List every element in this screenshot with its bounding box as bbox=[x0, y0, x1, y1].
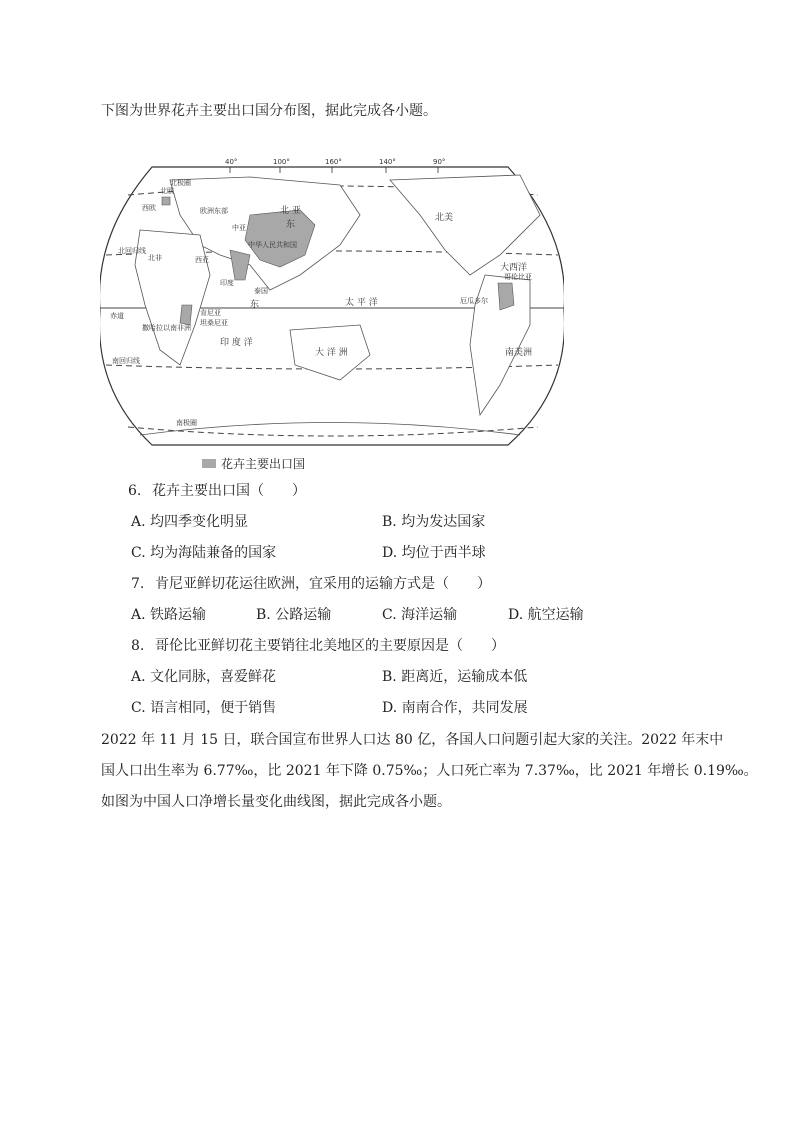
lon-label-90: 90° bbox=[433, 158, 446, 166]
central-asia-label: 中亚 bbox=[232, 224, 246, 232]
passage-line-2: 国人口出生率为 6.77‰，比 2021 年下降 0.75‰；人口死亡率为 7.37‰，比 2021 年增长 0.19‰。 bbox=[101, 763, 758, 779]
question-number: 7. bbox=[131, 576, 145, 592]
world-flower-export-map bbox=[100, 155, 564, 475]
q8-option-c[interactable]: C. 语言相同，便于销售 bbox=[131, 700, 277, 716]
north-america-label: 北美 bbox=[435, 213, 454, 223]
passage-line-1: 2022 年 11 月 15 日，联合国宣布世界人口达 80 亿，各国人口问题引起大家的关注。2022 年末中 bbox=[101, 732, 724, 748]
question-8 bbox=[131, 635, 505, 655]
kenya-label: 肯尼亚 bbox=[200, 309, 221, 317]
tropic-s-label: 南回归线 bbox=[112, 357, 140, 365]
map-svg bbox=[100, 155, 564, 475]
indian-ocean-label: 印 度 洋 bbox=[220, 338, 253, 348]
colombia-region bbox=[498, 283, 514, 310]
equator-label: 赤道 bbox=[110, 312, 124, 320]
q6-option-a[interactable]: A. 均四季变化明显 bbox=[131, 514, 249, 530]
q7-option-c[interactable]: C. 海洋运输 bbox=[382, 607, 458, 623]
question-number: 8. bbox=[131, 638, 145, 654]
arctic-label: 北极圈 bbox=[170, 179, 191, 187]
colombia-label: 哥伦比亚 bbox=[504, 273, 532, 281]
netherlands-region bbox=[162, 197, 170, 205]
map-legend bbox=[202, 455, 305, 472]
passage-line-3: 如图为中国人口净增长量变化曲线图，据此完成各小题。 bbox=[101, 794, 451, 810]
q8-option-b[interactable]: B. 距离近，运输成本低 bbox=[382, 669, 528, 685]
q8-option-a[interactable]: A. 文化同脉，喜爱鲜花 bbox=[131, 669, 277, 685]
north-asia-label: 北 亚 bbox=[280, 206, 301, 216]
india-label: 印度 bbox=[220, 279, 234, 287]
legend-swatch bbox=[202, 459, 216, 468]
q7-option-d[interactable]: D. 航空运输 bbox=[508, 607, 584, 623]
intro-text: 下图为世界花卉主要出口国分布图，据此完成各小题。 bbox=[101, 103, 437, 119]
kenya-region bbox=[180, 305, 192, 325]
china-label: 中华人民共和国 bbox=[248, 241, 297, 249]
thailand-label: 泰国 bbox=[254, 287, 268, 295]
lon-label-160: 160° bbox=[325, 158, 342, 166]
west-asia-label: 西亚 bbox=[195, 256, 209, 264]
southeast-label: 东 bbox=[250, 300, 260, 310]
north-africa-label: 北非 bbox=[148, 254, 162, 262]
north-europe-label: 北欧 bbox=[160, 187, 174, 195]
east-europe-label: 欧洲东部 bbox=[200, 207, 228, 215]
oceania-label: 大 洋 洲 bbox=[315, 348, 348, 358]
east-asia-label: 东 bbox=[286, 220, 296, 230]
tanzania-label: 坦桑尼亚 bbox=[200, 319, 228, 327]
q6-option-c[interactable]: C. 均为海陆兼备的国家 bbox=[131, 545, 277, 561]
question-7 bbox=[131, 573, 491, 593]
sahara-label: 撒哈拉以南非洲 bbox=[142, 324, 191, 332]
antarctic-label: 南极圈 bbox=[176, 419, 197, 427]
question-stem: 花卉主要出口国（ ） bbox=[152, 483, 306, 499]
lon-label-100: 100° bbox=[273, 158, 290, 166]
legend-label: 花卉主要出口国 bbox=[221, 457, 306, 471]
south-america-label: 南美洲 bbox=[505, 348, 533, 358]
q6-option-d[interactable]: D. 均位于西半球 bbox=[382, 545, 486, 561]
pacific-label: 太 平 洋 bbox=[345, 298, 378, 308]
tropic-n-label: 北回归线 bbox=[118, 247, 146, 255]
atlantic-label: 大西洋 bbox=[500, 263, 528, 273]
lon-label-40: 40° bbox=[225, 158, 238, 166]
question-6 bbox=[128, 480, 306, 500]
question-number: 6. bbox=[128, 483, 142, 499]
west-europe-label: 西欧 bbox=[142, 204, 156, 212]
lon-label-140: 140° bbox=[379, 158, 396, 166]
q8-option-d[interactable]: D. 南南合作，共同发展 bbox=[382, 700, 528, 716]
q6-option-b[interactable]: B. 均为发达国家 bbox=[382, 514, 486, 530]
q7-option-a[interactable]: A. 铁路运输 bbox=[131, 607, 207, 623]
ecuador-label: 厄瓜多尔 bbox=[460, 297, 488, 305]
question-stem: 肯尼亚鲜切花运往欧洲，宜采用的运输方式是（ ） bbox=[155, 576, 491, 592]
question-stem: 哥伦比亚鲜切花主要销往北美地区的主要原因是（ ） bbox=[155, 638, 505, 654]
q7-option-b[interactable]: B. 公路运输 bbox=[256, 607, 332, 623]
